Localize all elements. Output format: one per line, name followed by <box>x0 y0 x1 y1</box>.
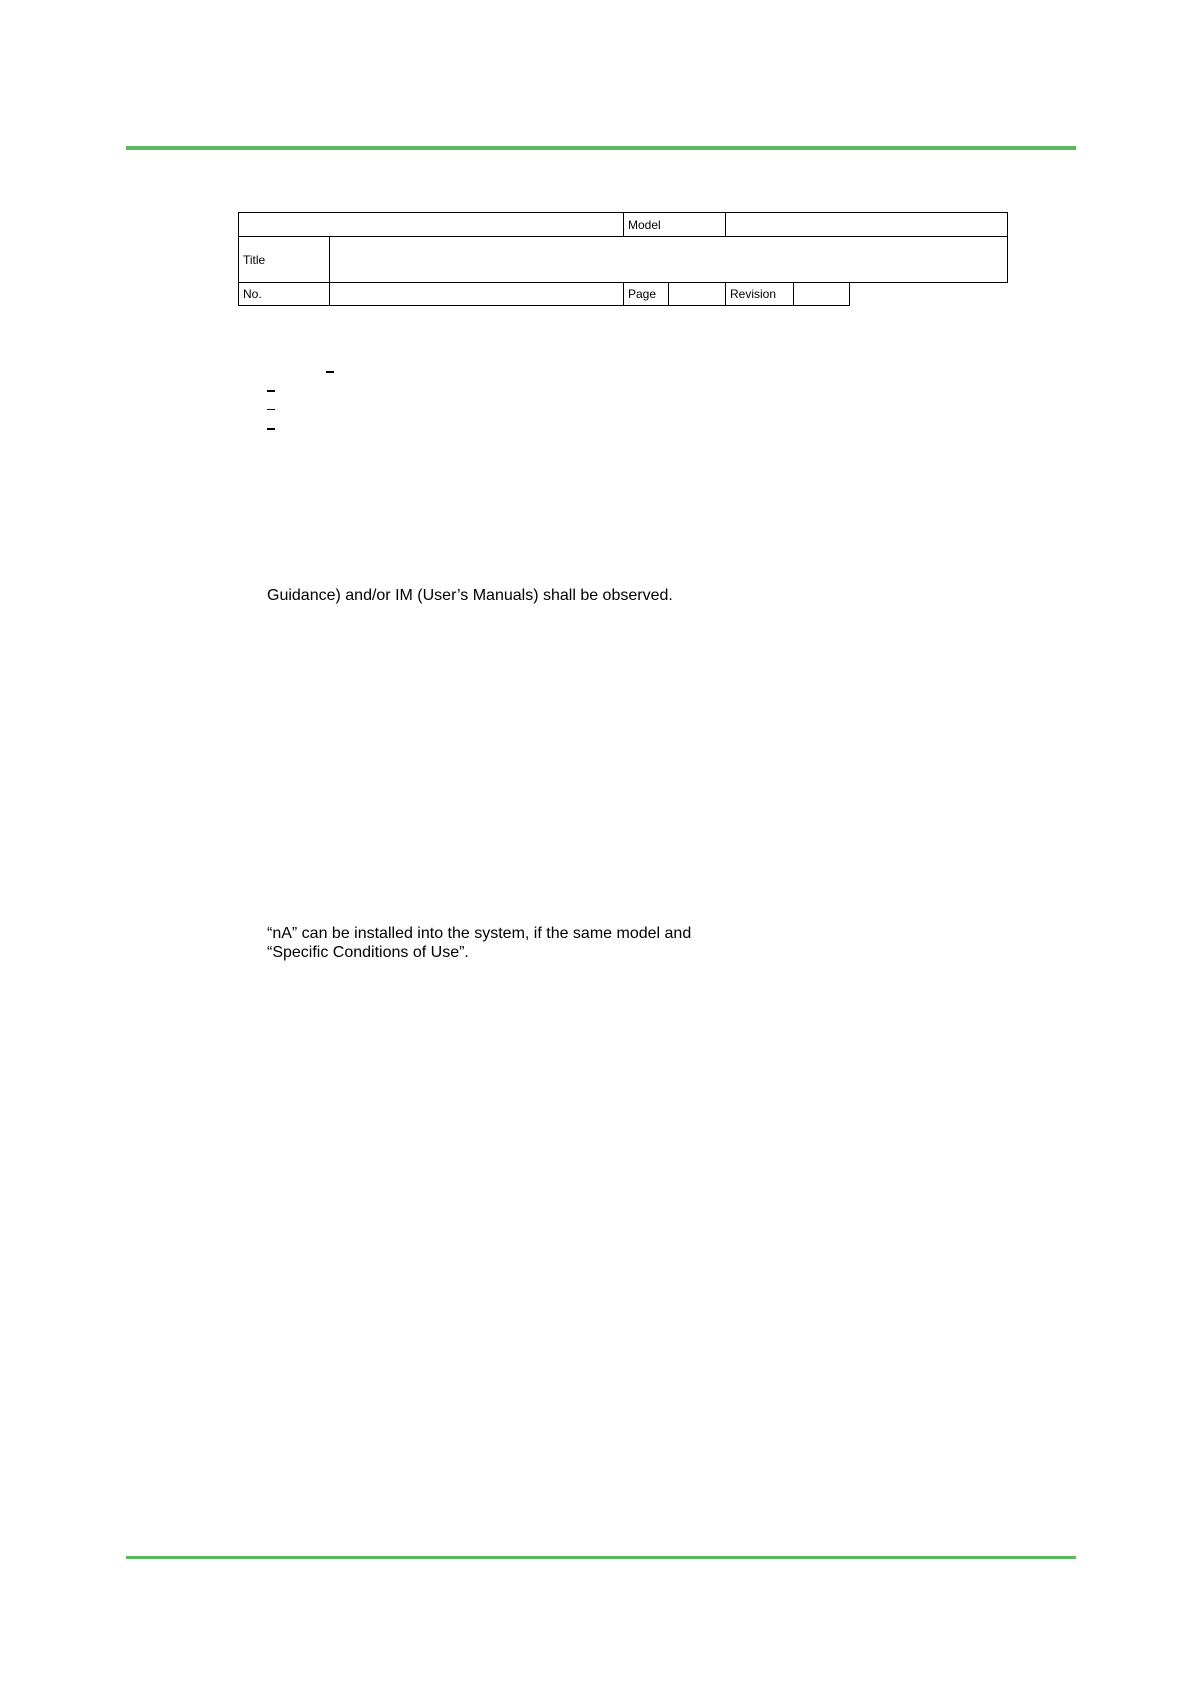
title-label-text: Title <box>243 252 266 267</box>
dash-mark <box>267 409 275 410</box>
revision-label-text: Revision <box>730 287 777 301</box>
page-label-text: Page <box>628 287 657 301</box>
header-divider <box>126 146 1076 150</box>
no-label-text: No. <box>243 287 262 301</box>
page-label <box>623 282 669 306</box>
guidance-paragraph-line: Guidance) and/or IM (User’s Manuals) shall be observed. <box>267 587 673 604</box>
dash-mark <box>326 371 334 373</box>
no-value <box>329 282 624 306</box>
title-value <box>329 236 1008 283</box>
page-value <box>668 282 726 306</box>
model-label-text: Model <box>628 217 661 232</box>
dash-mark <box>267 428 275 430</box>
title-label <box>238 236 330 283</box>
footer-divider <box>126 1556 1076 1559</box>
model-value <box>725 212 1008 237</box>
document-header-table <box>238 212 1008 306</box>
revision-label <box>725 282 794 306</box>
revision-value <box>793 282 850 306</box>
model-label <box>623 212 726 237</box>
na-paragraph-line-2: “Specific Conditions of Use”. <box>267 944 469 961</box>
na-paragraph-line-1: “nA” can be installed into the system, if the same model and <box>267 925 692 942</box>
header-blank-cell <box>238 212 624 237</box>
dash-mark <box>267 390 275 392</box>
no-label <box>238 282 330 306</box>
